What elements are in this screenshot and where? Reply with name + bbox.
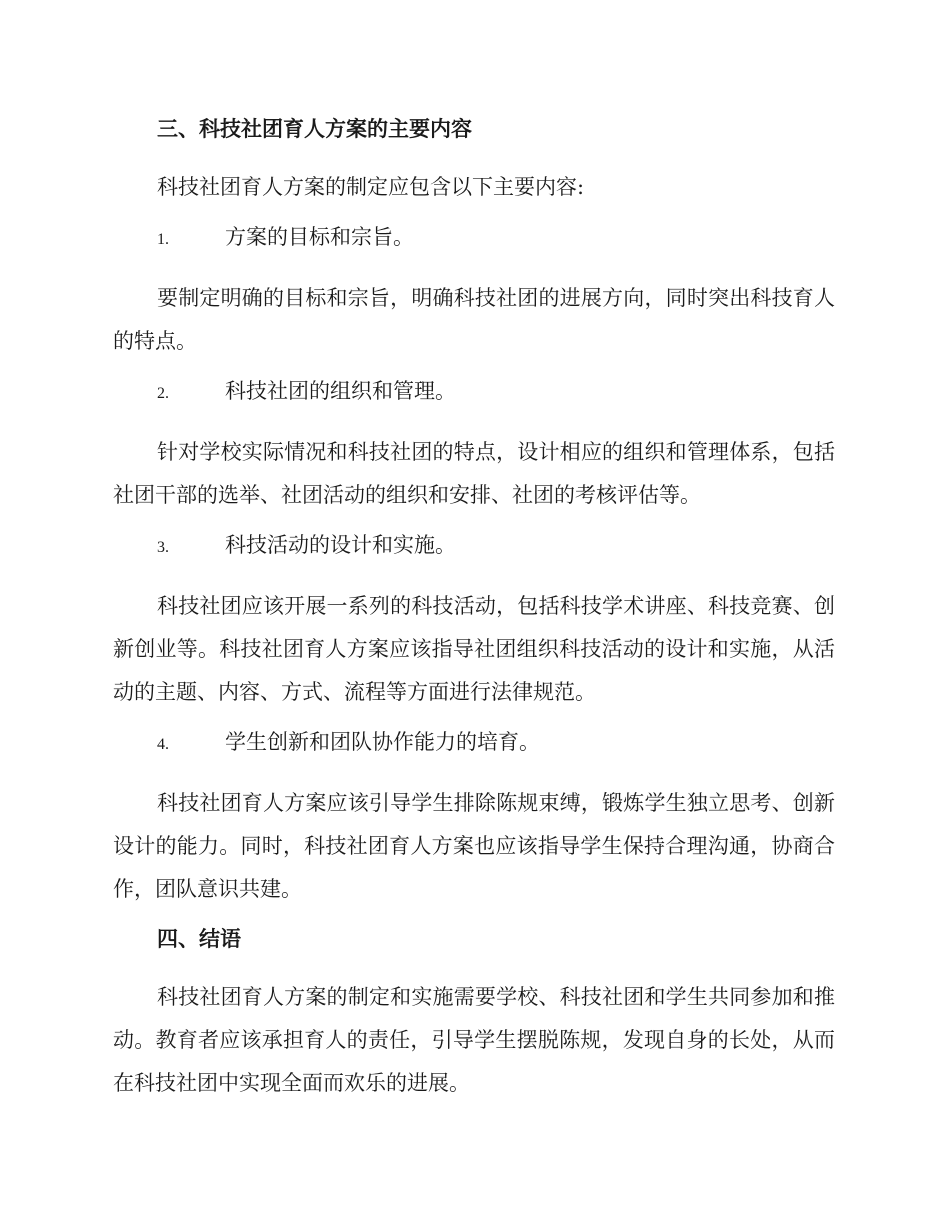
list-item-3-body: 科技社团应该开展一系列的科技活动，包括科技学术讲座、科技竞赛、创新创业等。科技社团育人方案应该指导社团组织科技活动的设计和实施，从活动的主题、内容、方式、流程等方面进行法律规范。	[113, 594, 835, 704]
list-item-title: 科技活动的设计和实施。	[225, 533, 456, 557]
list-item-1-body: 要制定明确的目标和宗旨，明确科技社团的进展方向，同时突出科技育人的特点。	[113, 286, 835, 353]
section-4-heading: 四、结语	[157, 927, 241, 951]
list-item-2	[113, 376, 835, 409]
list-item-4-body: 科技社团育人方案应该引导学生排除陈规束缚，锻炼学生独立思考、创新设计的能力。同时，科技社团育人方案也应该指导学生保持合理沟通，协商合作，团队意识共建。	[113, 791, 835, 901]
section-3-intro: 科技社团育人方案的制定应包含以下主要内容:	[157, 175, 585, 199]
section-4-body: 科技社团育人方案的制定和实施需要学校、科技社团和学生共同参加和推动。教育者应该承担育人的责任，引导学生摆脱陈规，发现自身的长处，从而在科技社团中实现全面而欢乐的进展。	[113, 985, 835, 1095]
section-3-heading: 三、科技社团育人方案的主要内容	[157, 117, 472, 141]
list-number: 3.	[157, 539, 169, 556]
list-item-3	[113, 530, 835, 563]
list-item-title: 学生创新和团队协作能力的培育。	[225, 730, 540, 754]
list-item-title: 科技社团的组织和管理。	[225, 379, 456, 403]
list-item-title: 方案的目标和宗旨。	[225, 225, 414, 249]
list-item-1	[113, 222, 835, 255]
list-item-2-body: 针对学校实际情况和科技社团的特点，设计相应的组织和管理体系，包括社团干部的选举、社团活动的组织和安排、社团的考核评估等。	[113, 440, 835, 507]
list-number: 1.	[157, 231, 169, 248]
list-number: 2.	[157, 385, 169, 402]
list-item-4	[113, 727, 835, 760]
list-number: 4.	[157, 736, 169, 753]
document-page	[113, 102, 835, 1118]
